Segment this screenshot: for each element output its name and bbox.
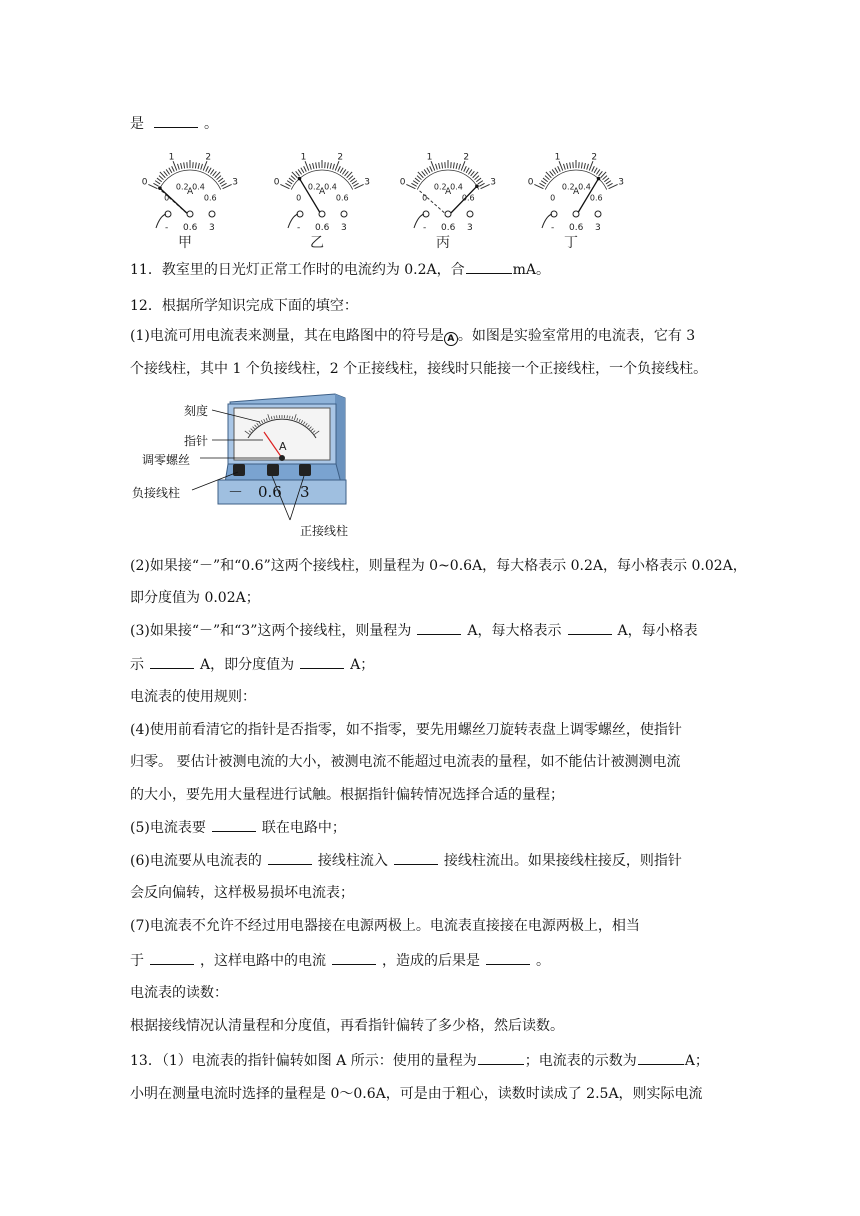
bottom-scale-label: 0.4 — [192, 182, 205, 192]
scale-tick — [592, 166, 595, 171]
bottom-scale-label: 0.6 — [589, 193, 603, 203]
scale-tick — [291, 176, 295, 180]
scale-tick — [340, 168, 343, 173]
unit-label: A — [445, 187, 452, 197]
scale-tick — [345, 171, 349, 176]
q12-part1: (1)电流可用电流表来测量，其在电路图中的符号是 A 。如图是实验室常用的电流表，它有 3 — [130, 328, 696, 344]
scale-tick — [456, 163, 457, 169]
scale-tick — [350, 178, 355, 182]
reading-text: 根据接线情况认清量程和分度值，再看指针偏转了多少格，然后读数。 — [130, 1018, 564, 1034]
scale-tick — [173, 161, 177, 170]
scale-tick — [471, 171, 475, 176]
terminal-label: 3 — [467, 223, 473, 233]
scale-tick — [413, 181, 418, 184]
resolution-blank[interactable] — [300, 654, 344, 669]
unit-label: A — [573, 187, 580, 197]
terminal-post — [209, 211, 215, 217]
scale-tick — [479, 183, 484, 186]
scale-tick — [468, 169, 471, 174]
scale-tick — [427, 168, 430, 173]
terminal-label: - — [165, 223, 169, 233]
scale-tick — [155, 181, 160, 184]
bottom-scale-label: 0.4 — [450, 182, 463, 192]
scale-tick — [164, 171, 168, 176]
scale-tick — [545, 176, 549, 180]
scale-tick — [539, 183, 544, 186]
scale-tick — [436, 164, 438, 170]
top-scale-label: 3 — [364, 177, 370, 188]
top-scale-label: 3 — [618, 177, 624, 188]
scale-tick — [550, 171, 554, 176]
scale-tick — [599, 171, 603, 176]
terminal-post — [187, 211, 193, 217]
bottom-scale-label: 0 — [550, 193, 556, 203]
terminal-label: 0.6 — [569, 223, 584, 233]
scale-tick — [541, 181, 546, 184]
scale-tick — [555, 168, 558, 173]
q12-part7-cont: 于 ，这样电路中的电流 ，造成的后果是 。 — [130, 950, 550, 971]
scale-tick — [559, 161, 563, 170]
scale-tick — [206, 166, 209, 171]
scale-tick — [552, 169, 555, 174]
scale-tick — [203, 161, 207, 170]
terminal-label: 0.6 — [441, 223, 456, 233]
top-scale-label: 1 — [554, 152, 561, 163]
q12-part7: (7)电流表不允许不经过用电器接在电源两极上。电流表直接接在电源两极上，相当 — [130, 918, 640, 934]
scale-tick — [353, 183, 358, 186]
top-scale-label: 1 — [168, 152, 175, 163]
scale-tick — [198, 163, 199, 169]
scale-tick — [305, 161, 309, 170]
connection-blank[interactable] — [212, 817, 256, 832]
terminal-post — [467, 211, 473, 217]
callout-positive-terminal: 正接线柱 — [300, 524, 349, 538]
scale-tick — [439, 163, 440, 169]
scale-tick — [476, 178, 481, 182]
terminal-label: － — [228, 483, 244, 501]
unit-label: A — [187, 187, 194, 197]
terminal-label: 0.6 — [183, 223, 198, 233]
bottom-scale-label: 0.6 — [461, 193, 475, 203]
top-scale-label: 2 — [205, 152, 212, 163]
scale-tick — [201, 164, 203, 170]
q13-text: 13．（1）电流表的指针偏转如图 A 所示：使用的量程为 ；电流表的示数为 A； — [130, 1050, 709, 1071]
scale-tick — [431, 161, 435, 170]
scale-tick — [310, 164, 312, 170]
big-division-blank[interactable] — [568, 620, 612, 635]
scale-tick — [581, 162, 582, 168]
scale-tick — [285, 183, 290, 186]
q12-part4-cont2: 的大小，要先用大量程进行试触。根据指针偏转情况选择合适的量程； — [130, 787, 564, 803]
unit-label: A — [319, 187, 326, 197]
bottom-scale-label: 0.6 — [203, 193, 217, 203]
current-blank[interactable] — [332, 950, 376, 965]
ammeter-dial — [516, 136, 636, 236]
scale-tick — [153, 183, 158, 186]
scale-tick — [213, 171, 217, 176]
scale-tick — [338, 166, 341, 171]
needle-tip — [298, 177, 302, 181]
terminal-label: - — [551, 223, 555, 233]
scale-tick — [287, 181, 292, 184]
scale-tick — [159, 176, 163, 180]
scale-tick — [352, 181, 357, 184]
scale-tick — [327, 162, 328, 168]
scale-tick — [475, 176, 479, 180]
top-scale-label: 0 — [527, 177, 534, 188]
ammeter-dial — [130, 136, 250, 236]
terminal-label: 0.6 — [315, 223, 330, 233]
ammeter-figure — [388, 136, 508, 252]
terminal-3 — [299, 464, 311, 476]
inflow-terminal-blank[interactable] — [268, 850, 312, 865]
scale-tick — [587, 164, 589, 170]
top-scale-label: 0 — [399, 177, 406, 188]
scale-tick — [461, 161, 465, 170]
q12-part2-cont: 即分度值为 0.02A； — [130, 590, 260, 606]
scale-tick — [464, 166, 467, 171]
terminal-post — [595, 211, 601, 217]
bottom-scale-label: 0.6 — [335, 193, 349, 203]
figure-label: 甲 — [178, 235, 192, 251]
terminal-post — [445, 211, 451, 217]
bottom-scale-label: 0.4 — [324, 182, 337, 192]
ammeter-illustration — [130, 392, 390, 542]
callout-pointer: 指针 — [184, 434, 209, 448]
q13-reading-blank[interactable] — [638, 1050, 684, 1065]
terminal-label: 3 — [595, 223, 601, 233]
scale-tick — [210, 169, 213, 174]
bottom-scale-label: 0.4 — [578, 182, 591, 192]
scale-tick — [157, 178, 162, 182]
scale-tick — [415, 178, 420, 182]
scale-tick — [333, 164, 335, 170]
q11-text: 11．教室里的日光灯正常工作时的电流约为 0.2A，合 mA。 — [130, 259, 550, 280]
scale-tick — [169, 168, 172, 173]
outflow-terminal-blank[interactable] — [394, 850, 438, 865]
range-blank[interactable] — [417, 620, 461, 635]
scale-tick — [208, 168, 211, 173]
ammeter-figure — [130, 136, 250, 252]
q12-part2: (2)如果接“－”和“0.6”这两个接线柱，则量程为 0~0.6A，每大格表示 0.2A，每小格表示 0.02A， — [130, 558, 747, 574]
q12-part1-cont: 个接线柱，其中 1 个负接线柱，2 个正接线柱，接线时只能接一个正接线柱，一个负接线柱。 — [130, 361, 708, 377]
negative-terminal — [233, 464, 245, 476]
q12-part6: (6)电流要从电流表的 接线柱流入 接线柱流出。如果接线柱接反，则指针 — [130, 850, 682, 871]
scale-tick — [330, 163, 331, 169]
terminal-label: - — [423, 223, 427, 233]
scale-tick — [178, 164, 180, 170]
equivalent-blank[interactable] — [150, 950, 194, 965]
scale-tick — [313, 163, 314, 169]
q11-blank[interactable] — [466, 259, 512, 274]
scale-tick — [567, 163, 568, 169]
top-scale-label: 0 — [141, 177, 148, 188]
q12-part6-cont: 会反向偏转，这样极易损坏电流表； — [130, 885, 354, 901]
scale-tick — [594, 168, 597, 173]
ammeter-dial — [388, 136, 508, 236]
top-scale-label: 2 — [591, 152, 598, 163]
scale-tick — [442, 162, 443, 168]
figure-label: 丙 — [436, 235, 450, 251]
bottom-scale-label: 0.2 — [307, 182, 321, 192]
scale-tick — [584, 163, 585, 169]
scale-tick — [607, 183, 612, 186]
bottom-scale-label: 0.2 — [433, 182, 447, 192]
needle-tip — [597, 177, 601, 181]
terminal-label: - — [297, 223, 301, 233]
scale-tick — [289, 178, 294, 182]
needle-tip — [158, 186, 162, 190]
top-scale-label: 2 — [337, 152, 344, 163]
terminal-post — [573, 211, 579, 217]
top-scale-label: 1 — [300, 152, 307, 163]
q12-part3-cont: 示 A，即分度值为 A； — [130, 654, 374, 675]
scale-tick — [304, 166, 307, 171]
ammeter-dial — [262, 136, 382, 236]
bottom-scale-label: 0 — [296, 193, 302, 203]
scale-tick — [184, 162, 185, 168]
scale-tick — [342, 169, 345, 174]
bottom-scale-label: 0 — [164, 193, 170, 203]
needle-tip — [475, 184, 479, 188]
ammeter-symbol-icon: A — [444, 332, 458, 346]
terminal-post — [319, 211, 325, 217]
scale-tick — [558, 166, 561, 171]
scale-tick — [218, 178, 223, 182]
top-scale-label: 3 — [490, 177, 496, 188]
callout-scale: 刻度 — [184, 404, 209, 418]
scale-tick — [181, 163, 182, 169]
scale-tick — [596, 169, 599, 174]
terminal-label: 3 — [341, 223, 347, 233]
small-division-blank[interactable] — [150, 654, 194, 669]
scale-tick — [564, 164, 566, 170]
terminal-label: 3 — [300, 483, 310, 501]
top-scale-label: 3 — [232, 177, 238, 188]
q12-part4: (4)使用前看清它的指针是否指零，如不指零，要先用螺丝刀旋转表盘上调零螺丝，使指针 — [130, 722, 682, 738]
top-scale-label: 1 — [426, 152, 433, 163]
q12-part3: (3)如果接“－”和“3”这两个接线柱，则量程为 A，每大格表示 A，每小格表 — [130, 620, 698, 641]
bottom-scale-label: 0.2 — [561, 182, 575, 192]
consequence-blank[interactable] — [486, 950, 530, 965]
scale-tick — [217, 176, 221, 180]
q12-intro: 12．根据所学知识完成下面的填空： — [130, 298, 358, 314]
scale-tick — [603, 176, 607, 180]
scale-tick — [459, 164, 461, 170]
scale-tick — [453, 162, 454, 168]
ammeter-figure — [516, 136, 636, 252]
scale-tick — [335, 161, 339, 170]
scale-tick — [349, 176, 353, 180]
q13-text-cont: 小明在测量电流时选择的量程是 0～0.6A，可是由于粗心，读数时读成了 2.5A，则实际电流 — [130, 1086, 703, 1102]
figure-label: 丁 — [564, 235, 578, 251]
top-scale-label: 0 — [273, 177, 280, 188]
q12-part5: (5)电流表要 联在电路中； — [130, 817, 346, 838]
top-scale-label: 2 — [463, 152, 470, 163]
scale-tick — [466, 168, 469, 173]
scale-tick — [430, 166, 433, 171]
scale-tick — [543, 178, 548, 182]
scale-tick — [220, 181, 225, 184]
figure-label: 乙 — [310, 235, 324, 251]
answer-blank[interactable] — [154, 113, 198, 128]
scale-tick — [589, 161, 593, 170]
scale-tick — [301, 168, 304, 173]
terminal-0.6 — [267, 464, 279, 476]
scale-tick — [195, 162, 196, 168]
scale-unit-label: A — [279, 440, 287, 453]
scale-tick — [172, 166, 175, 171]
scale-tick — [296, 171, 300, 176]
previous-question-tail: 是 。 — [130, 113, 218, 134]
bottom-scale-label: 0.2 — [175, 182, 189, 192]
scale-tick — [411, 183, 416, 186]
terminal-label: 0.6 — [258, 483, 282, 501]
scale-tick — [298, 169, 301, 174]
ammeter-figure — [262, 136, 382, 252]
rules-heading: 电流表的使用规则： — [130, 689, 256, 705]
scale-tick — [604, 178, 609, 182]
scale-tick — [424, 169, 427, 174]
reading-heading: 电流表的读数： — [130, 985, 228, 1001]
scale-tick — [417, 176, 421, 180]
scale-tick — [316, 162, 317, 168]
q12-part4-cont: 归零。 要估计被测电流的大小，被测电流不能超过电流表的量程，如不能估计被测测电流 — [130, 754, 681, 770]
terminal-post — [341, 211, 347, 217]
ammeter-figures — [130, 136, 650, 252]
bottom-scale-label: 0 — [422, 193, 428, 203]
q13-range-blank[interactable] — [478, 1050, 524, 1065]
callout-zero-screw: 调零螺丝 — [142, 453, 191, 467]
scale-tick — [422, 171, 426, 176]
scale-tick — [570, 162, 571, 168]
callout-negative-terminal: 负接线柱 — [132, 486, 181, 500]
scale-tick — [606, 181, 611, 184]
scale-tick — [221, 183, 226, 186]
terminal-label: 3 — [209, 223, 215, 233]
scale-tick — [166, 169, 169, 174]
scale-tick — [478, 181, 483, 184]
